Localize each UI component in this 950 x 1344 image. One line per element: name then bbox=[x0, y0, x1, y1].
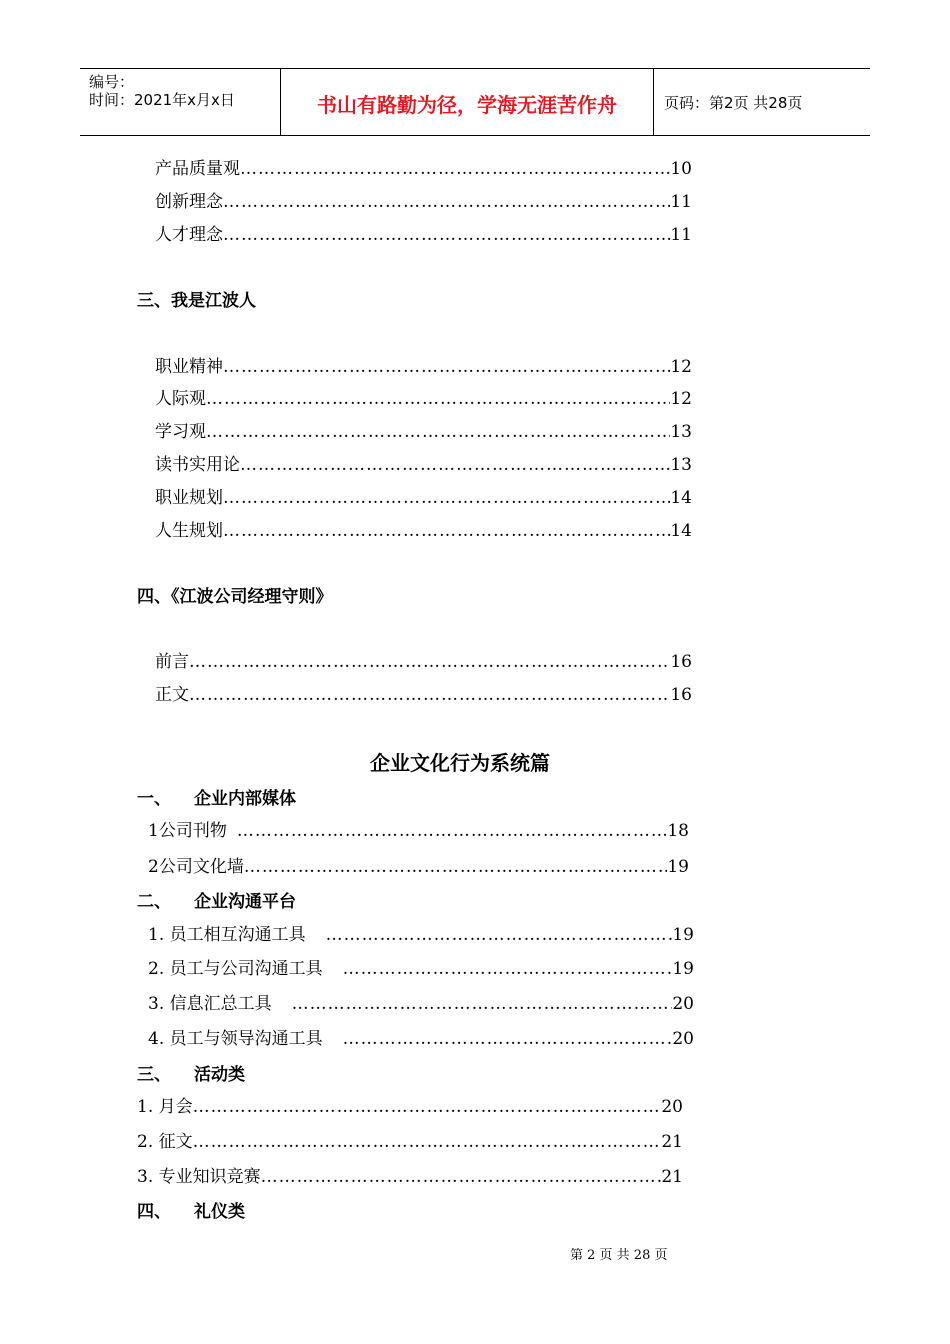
toc-leader-dots bbox=[206, 388, 670, 410]
toc-entry-page: 11 bbox=[670, 225, 692, 245]
section-heading: 四、《江波公司经理守则》 bbox=[137, 587, 333, 607]
toc-entry[interactable] bbox=[148, 820, 689, 842]
toc-leader-dots bbox=[223, 191, 670, 213]
toc-entry[interactable] bbox=[148, 958, 694, 980]
subsection-number: 二、 bbox=[137, 892, 171, 912]
toc-entry-page: 20 bbox=[661, 1097, 683, 1117]
toc-entry[interactable] bbox=[155, 520, 692, 542]
toc-entry-label: 读书实用论 bbox=[155, 455, 240, 475]
toc-entry-page: 16 bbox=[670, 685, 692, 705]
toc-entry-page: 13 bbox=[670, 455, 692, 475]
page-header bbox=[80, 68, 870, 136]
toc-entry[interactable] bbox=[155, 421, 692, 443]
toc-entry-label: 人生规划 bbox=[155, 521, 223, 541]
toc-entry-label: 人际观 bbox=[155, 389, 206, 409]
toc-entry-page: 19 bbox=[667, 857, 689, 877]
toc-leader-dots bbox=[292, 993, 673, 1015]
toc-entry-label: 1公司刊物 bbox=[148, 821, 227, 841]
toc-leader-dots bbox=[261, 1166, 662, 1188]
toc-leader-dots bbox=[193, 1096, 662, 1118]
toc-leader-dots bbox=[223, 356, 670, 378]
toc-leader-dots bbox=[189, 684, 670, 706]
toc-entry[interactable] bbox=[148, 924, 694, 946]
subsection-number: 四、 bbox=[137, 1202, 171, 1222]
document-number-label: 编号： bbox=[89, 73, 135, 91]
toc-entry[interactable] bbox=[148, 1028, 694, 1050]
header-meta-cell bbox=[80, 69, 281, 135]
toc-entry[interactable] bbox=[155, 651, 692, 673]
header-page-cell bbox=[654, 69, 870, 135]
toc-entry-page: 20 bbox=[672, 1029, 694, 1049]
toc-entry[interactable] bbox=[155, 191, 692, 213]
document-date-label: 时间：2021年x月x日 bbox=[89, 91, 235, 109]
toc-entry-label: 3. 信息汇总工具 bbox=[148, 994, 272, 1014]
toc-leader-dots bbox=[223, 520, 670, 542]
toc-entry-page: 13 bbox=[670, 422, 692, 442]
subsection-heading bbox=[137, 891, 296, 913]
toc-entry-page: 14 bbox=[670, 521, 692, 541]
subsection-heading bbox=[137, 788, 296, 810]
toc-entry-label: 创新理念 bbox=[155, 192, 223, 212]
toc-entry-label: 2. 征文 bbox=[137, 1132, 193, 1152]
toc-entry-label: 1. 员工相互沟通工具 bbox=[148, 925, 306, 945]
toc-entry-page: 19 bbox=[672, 925, 694, 945]
toc-entry-page: 20 bbox=[672, 994, 694, 1014]
toc-leader-dots bbox=[326, 924, 673, 946]
toc-leader-dots bbox=[193, 1131, 662, 1153]
toc-leader-dots bbox=[223, 224, 670, 246]
toc-entry[interactable] bbox=[155, 487, 692, 509]
toc-entry[interactable] bbox=[155, 224, 692, 246]
toc-leader-dots bbox=[237, 820, 668, 842]
subsection-number: 三、 bbox=[137, 1065, 171, 1085]
toc-entry-label: 2. 员工与公司沟通工具 bbox=[148, 959, 323, 979]
toc-entry-label: 产品质量观 bbox=[155, 159, 240, 179]
toc-entry-page: 18 bbox=[667, 821, 689, 841]
toc-entry[interactable] bbox=[155, 454, 692, 476]
subsection-heading bbox=[137, 1201, 245, 1223]
toc-leader-dots bbox=[240, 158, 670, 180]
toc-entry-label: 人才理念 bbox=[155, 225, 223, 245]
subsection-title: 礼仪类 bbox=[194, 1202, 245, 1222]
toc-entry-page: 10 bbox=[670, 159, 692, 179]
toc-leader-dots bbox=[223, 487, 670, 509]
toc-entry-page: 21 bbox=[661, 1132, 683, 1152]
toc-entry-label: 4. 员工与领导沟通工具 bbox=[148, 1029, 323, 1049]
toc-entry[interactable] bbox=[155, 388, 692, 410]
toc-entry-page: 21 bbox=[661, 1167, 683, 1187]
subsection-title: 活动类 bbox=[194, 1065, 245, 1085]
subsection-heading bbox=[137, 1064, 245, 1086]
section-heading: 三、我是江波人 bbox=[137, 291, 256, 311]
header-motto-cell bbox=[281, 69, 654, 135]
toc-entry[interactable] bbox=[155, 684, 692, 706]
toc-entry[interactable] bbox=[148, 993, 694, 1015]
toc-entry-page: 19 bbox=[672, 959, 694, 979]
toc-leader-dots bbox=[240, 454, 670, 476]
toc-entry-page: 11 bbox=[670, 192, 692, 212]
subsection-title: 企业内部媒体 bbox=[194, 789, 296, 809]
header-page-code: 页码：第2页 共28页 bbox=[664, 94, 803, 112]
toc-entry-page: 14 bbox=[670, 488, 692, 508]
toc-leader-dots bbox=[343, 1028, 673, 1050]
toc-entry-label: 前言 bbox=[155, 652, 189, 672]
toc-leader-dots bbox=[244, 856, 668, 878]
toc-entry-page: 16 bbox=[670, 652, 692, 672]
toc-entry-label: 职业精神 bbox=[155, 357, 223, 377]
toc-entry[interactable] bbox=[155, 356, 692, 378]
toc-leader-dots bbox=[206, 421, 670, 443]
part-title: 企业文化行为系统篇 bbox=[370, 751, 550, 775]
toc-leader-dots bbox=[189, 651, 670, 673]
toc-entry[interactable] bbox=[137, 1096, 683, 1118]
toc-entry-label: 正文 bbox=[155, 685, 189, 705]
toc-entry-label: 2公司文化墙 bbox=[148, 857, 244, 877]
toc-entry-label: 职业规划 bbox=[155, 488, 223, 508]
subsection-title: 企业沟通平台 bbox=[194, 892, 296, 912]
subsection-number: 一、 bbox=[137, 789, 171, 809]
footer-page-number: 第 2 页 共 28 页 bbox=[570, 1248, 668, 1263]
toc-entry[interactable] bbox=[137, 1166, 683, 1188]
toc-entry[interactable] bbox=[137, 1131, 683, 1153]
toc-entry[interactable] bbox=[155, 158, 692, 180]
toc-entry-label: 1. 月会 bbox=[137, 1097, 193, 1117]
toc-entry-page: 12 bbox=[670, 357, 692, 377]
toc-entry-page: 12 bbox=[670, 389, 692, 409]
header-motto: 书山有路勤为径，学海无涯苦作舟 bbox=[317, 93, 617, 117]
toc-leader-dots bbox=[343, 958, 673, 980]
toc-entry[interactable] bbox=[148, 856, 689, 878]
toc-entry-label: 学习观 bbox=[155, 422, 206, 442]
toc-entry-label: 3. 专业知识竞赛 bbox=[137, 1167, 261, 1187]
